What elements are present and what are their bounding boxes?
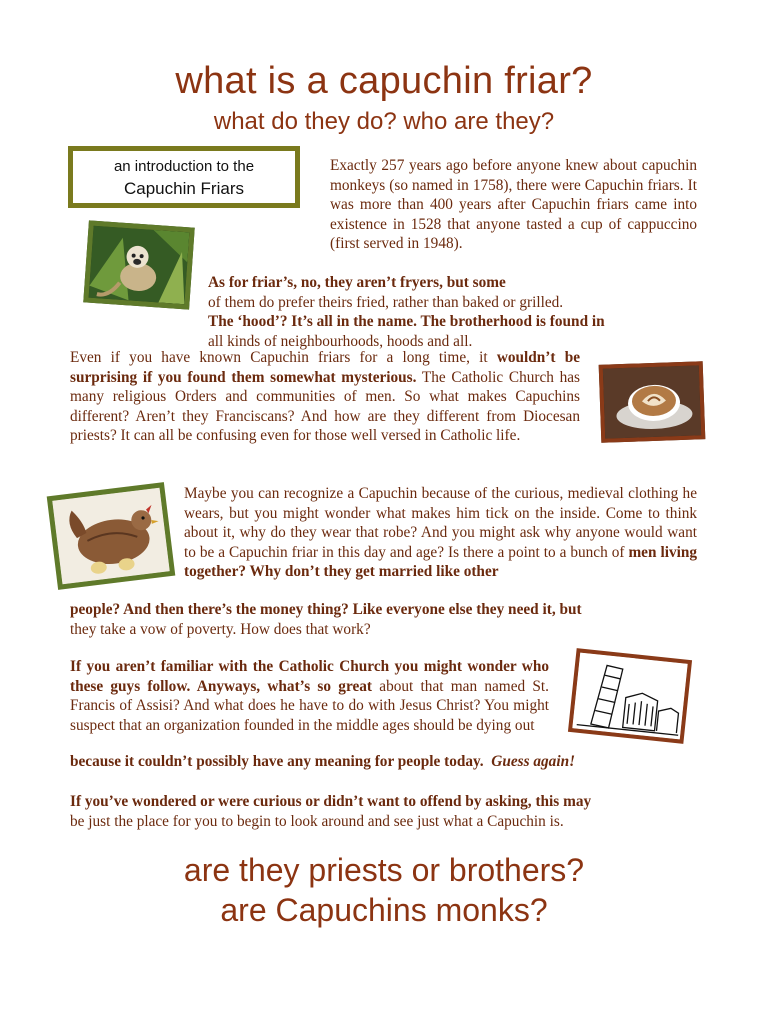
p3-text-d: they take a vow of poverty. How does that work? — [70, 620, 371, 638]
leaning-tower-sketch-image — [568, 648, 692, 744]
p4-guess-again: Guess again! — [491, 753, 576, 770]
intro-paragraph-1-tail — [208, 273, 697, 351]
intro-box — [68, 146, 300, 208]
paragraph-4 — [70, 657, 549, 735]
p2-text-c: The Catholic Church has many religious Orders and communities of men. So what makes Capuchins different? Aren’t they Franciscans? And how are they different from Diocesan priests? It can all be confusing even for those well versed in Catholic life. — [70, 368, 580, 444]
p4-text-b: about that man named St. Francis of Assisi? And what does he have to do with Jesus Christ? You might suspect that an organization founded in the middle ages should be dying out — [70, 677, 549, 734]
page-subtitle: what do they do? who are they? — [213, 108, 555, 135]
bottom-heading-2: are Capuchins monks? — [220, 892, 548, 928]
intro-paragraph-1 — [330, 156, 697, 254]
bottom-heading-1: are they priests or brothers? — [183, 852, 585, 888]
cappuccino-image — [599, 361, 706, 443]
p1-bold-3: The ‘hood’? It’s all in the name. The brotherhood is found in — [208, 313, 605, 330]
page-title: what is a capuchin friar? — [175, 60, 593, 102]
intro-line-2: Capuchin Friars — [124, 179, 244, 198]
p5-text-b: be just the place for you to begin to look around and see just what a Capuchin is. — [70, 812, 564, 830]
p1-bold-1: As for friar’s, no, they aren’t fryers, but some — [208, 274, 506, 291]
paragraph-4-tail — [70, 752, 697, 772]
paragraph-3 — [184, 484, 697, 582]
paragraph-3-tail — [70, 600, 697, 639]
p2-text-a: Even if you have known Capuchin friars for a long time, it — [70, 349, 488, 366]
paragraph-2 — [70, 348, 580, 446]
p3-bold-c: people? And then there’s the money thing? Like everyone else they need it, but — [70, 601, 582, 618]
capuchin-monkey-image — [83, 220, 194, 309]
p1-text-4: all kinds of neighbourhoods, hoods and all. — [208, 332, 473, 350]
hen-figurine-image — [47, 482, 176, 590]
p1-first-line: Exactly 257 years ago before anyone knew about capuchin monkeys (so named in 1758), there were Capuchin friars. It was more than 400 years after Capuchin friars came into existence in 1528 that anyone tasted a cup of cappuccino (first served in 1948). — [330, 157, 697, 252]
p5-bold-a: If you’ve wondered or were curious or didn’t want to offend by asking, this may — [70, 793, 592, 810]
p4-bold-c: because it couldn’t possibly have any meaning for people today. — [70, 753, 484, 770]
p3-text-a: Maybe you can recognize a Capuchin because of the curious, medieval clothing he wears, but you might wonder what makes him tick on the inside. Come to think about it, why do they wear that robe? And you might ask why anyone would want to be a Capuchin friar in this day and age? Is there a point to a bunch of — [184, 485, 697, 561]
p1-text-2: of them do prefer theirs fried, rather than baked or grilled. — [208, 293, 564, 311]
p3-bold-b: men living together? Why don’t they get married like other — [184, 543, 698, 580]
paragraph-5 — [70, 792, 697, 831]
p4-bold-a: If you aren’t familiar with the Catholic Church you might wonder who these guys follow. Anyways, what’s so great — [70, 658, 549, 695]
p2-bold: wouldn’t be surprising if you found them somewhat mysterious. — [70, 349, 580, 386]
intro-line-1: an introduction to the — [113, 158, 255, 175]
